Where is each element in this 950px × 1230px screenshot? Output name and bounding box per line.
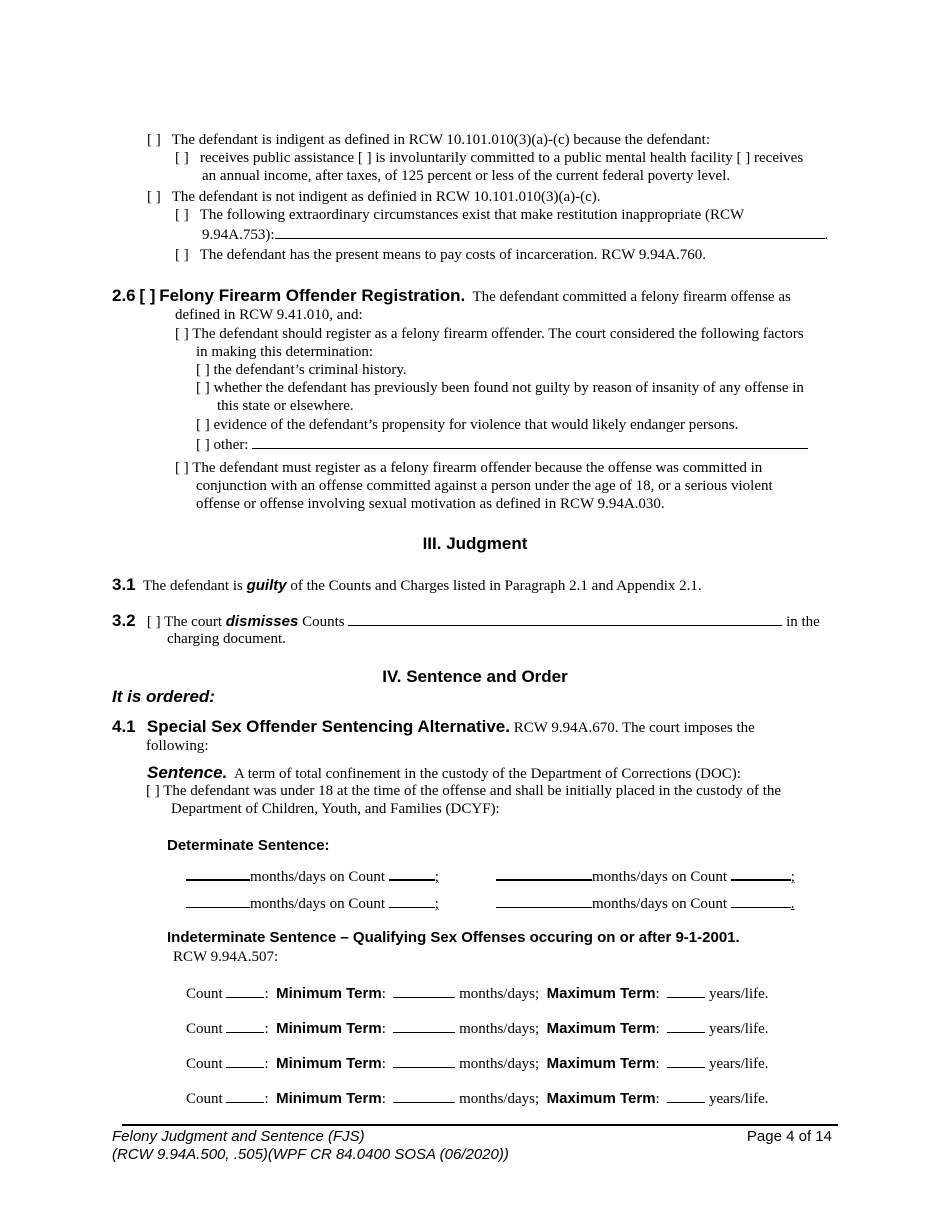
colon: :	[381, 1021, 386, 1037]
factor-criminal-history[interactable]: [ ] the defendant’s criminal history.	[196, 362, 407, 378]
section-3-2-cont: charging document.	[167, 631, 286, 647]
text: months/days on Count	[250, 869, 386, 885]
counts-blank[interactable]	[348, 611, 782, 626]
extraordinary-blank[interactable]	[275, 224, 825, 239]
count-blank[interactable]	[731, 893, 791, 908]
months-label: months/days;	[459, 1091, 540, 1107]
present-means-text: The defendant has the present means to pay costs of incarceration. RCW 9.94A.760.	[199, 247, 706, 263]
juvenile-item[interactable]: [ ] The defendant was under 18 at the time of the offense and shall be initially placed in the custody of the	[146, 783, 782, 799]
count-blank[interactable]	[731, 865, 791, 881]
max-term-label: Maximum Term	[546, 1090, 656, 1107]
section-2-6-heading	[112, 287, 791, 306]
semicolon: ;	[790, 869, 795, 885]
count-blank[interactable]	[226, 1018, 264, 1033]
other-label: [ ] other:	[196, 437, 249, 453]
not-indigent-text: The defendant is not indigent as definied in RCW 10.101.010(3)(a)-(c).	[171, 189, 601, 205]
semicolon: ;	[434, 869, 439, 885]
min-term-label: Minimum Term	[276, 985, 382, 1002]
colon: :	[264, 1056, 269, 1072]
option-text: receives	[754, 150, 804, 166]
months-blank[interactable]	[496, 865, 592, 881]
indeterminate-heading: Indeterminate Sentence – Qualifying Sex Offenses occuring on or after 9-1-2001.	[167, 929, 740, 946]
text: months/days on Count	[592, 896, 728, 912]
checkbox[interactable]: [ ]	[736, 150, 751, 166]
determinate-row	[496, 893, 795, 913]
months-label: months/days;	[459, 1021, 540, 1037]
indeterminate-row	[186, 1088, 769, 1108]
colon: :	[381, 1056, 386, 1072]
months-label: months/days;	[459, 986, 540, 1002]
text: of the Counts and Charges listed in Paragraph 2.1 and Appendix 2.1.	[290, 578, 702, 594]
count-blank[interactable]	[389, 865, 435, 881]
colon: :	[655, 986, 660, 1002]
it-is-ordered: It is ordered:	[112, 687, 215, 706]
determinate-row	[186, 893, 439, 913]
count-blank[interactable]	[226, 1088, 264, 1103]
years-label: years/life.	[708, 1021, 769, 1037]
guilty-emphasis: guilty	[246, 577, 287, 594]
years-label: years/life.	[708, 1056, 769, 1072]
checkbox-text[interactable]: [ ] The court	[146, 614, 223, 630]
section-3-1	[112, 576, 702, 595]
factor-insanity-cont: this state or elsewhere.	[217, 398, 354, 414]
count-label: Count	[186, 1056, 223, 1072]
footer-citation: (RCW 9.94A.500, .505)(WPF CR 84.0400 SOSA (06/2020))	[112, 1146, 509, 1163]
indigent-text: The defendant is indigent as defined in RCW 10.101.010(3)(a)-(c) because the defendant:	[171, 132, 711, 148]
indigent-options-cont: an annual income, after taxes, of 125 percent or less of the current federal poverty level.	[202, 168, 731, 184]
extraordinary-rcw: 9.94A.753):	[202, 227, 275, 243]
max-term-blank[interactable]	[667, 1018, 705, 1033]
extraordinary-cont	[202, 224, 828, 244]
max-term-label: Maximum Term	[546, 1055, 656, 1072]
months-label: months/days;	[459, 1056, 540, 1072]
text: months/days on Count	[592, 869, 728, 885]
indeterminate-rcw: RCW 9.94A.507:	[173, 949, 279, 965]
indeterminate-row	[186, 983, 769, 1003]
colon: :	[655, 1056, 660, 1072]
section-4-1-cont: following:	[146, 738, 209, 754]
colon: :	[264, 1021, 269, 1037]
present-means-item	[175, 246, 706, 264]
section-title: Special Sex Offender Sentencing Alternative.	[146, 717, 510, 736]
factor-insanity[interactable]: [ ] whether the defendant has previously been found not guilty by reason of insanity of any offense in	[196, 380, 804, 396]
factor-violence[interactable]: [ ] evidence of the defendant’s propensity for violence that would likely endanger persons.	[196, 417, 739, 433]
colon: :	[655, 1091, 660, 1107]
footer-title: Felony Judgment and Sentence (FJS)	[112, 1128, 365, 1145]
option-text: receives public assistance	[200, 150, 355, 166]
section-number: 4.1	[112, 717, 136, 736]
min-term-label: Minimum Term	[276, 1020, 382, 1037]
judgment-heading: III. Judgment	[422, 534, 528, 553]
min-term-label: Minimum Term	[276, 1090, 382, 1107]
juvenile-cont: Department of Children, Youth, and Families (DCYF):	[171, 801, 500, 817]
count-label: Count	[186, 1021, 223, 1037]
checkbox[interactable]: [ ]	[357, 150, 372, 166]
checkbox[interactable]: [ ]	[175, 207, 189, 223]
option-text: is involuntarily committed to a public mental health facility	[375, 150, 733, 166]
months-blank[interactable]	[186, 893, 250, 908]
min-term-blank[interactable]	[393, 1018, 455, 1033]
colon: :	[381, 1091, 386, 1107]
must-register-cont1: conjunction with an offense committed against a person under the age of 18, or a serious violent	[196, 478, 773, 494]
determinate-heading: Determinate Sentence:	[167, 837, 330, 854]
min-term-blank[interactable]	[393, 983, 455, 998]
max-term-blank[interactable]	[667, 983, 705, 998]
determinate-row	[496, 865, 795, 886]
years-label: years/life.	[708, 986, 769, 1002]
dismisses-emphasis: dismisses	[225, 613, 299, 630]
max-term-blank[interactable]	[667, 1088, 705, 1103]
months-blank[interactable]	[496, 893, 592, 908]
colon: :	[264, 1091, 269, 1107]
section-3-2	[112, 611, 820, 631]
determinate-row	[186, 865, 439, 886]
min-term-blank[interactable]	[393, 1053, 455, 1068]
count-label: Count	[186, 986, 223, 1002]
semicolon: ;	[434, 896, 439, 912]
section-2-6-intro-cont: defined in RCW 9.41.010, and:	[175, 307, 363, 323]
min-term-label: Minimum Term	[276, 1055, 382, 1072]
text: RCW 9.94A.670. The court imposes the	[513, 720, 755, 736]
checkbox[interactable]: [ ]	[147, 189, 161, 205]
indeterminate-row	[186, 1053, 769, 1073]
indeterminate-row	[186, 1018, 769, 1038]
extraordinary-text: The following extraordinary circumstances exist that make restitution inappropriate (RCW	[199, 207, 745, 223]
indigent-item	[147, 131, 710, 149]
section-4-1-heading	[112, 718, 755, 737]
section-number: 3.2	[112, 611, 136, 630]
must-register-cont2: offense or offense involving sexual motivation as defined in RCW 9.94A.030.	[196, 496, 665, 512]
footer-rule	[122, 1124, 838, 1126]
not-indigent-item	[147, 188, 601, 206]
min-term-blank[interactable]	[393, 1088, 455, 1103]
page-number: Page 4 of 14	[746, 1128, 832, 1145]
should-register-item[interactable]: [ ] The defendant should register as a felony firearm offender. The court considered the following factors	[175, 326, 804, 342]
section-intro: The defendant committed a felony firearm offense as	[472, 289, 791, 305]
section-number: 3.1	[112, 575, 136, 594]
checkbox[interactable]: [ ]	[139, 286, 156, 305]
years-label: years/life.	[708, 1091, 769, 1107]
text: A term of total confinement in the custody of the Department of Corrections (DOC):	[234, 766, 741, 782]
max-term-label: Maximum Term	[546, 985, 656, 1002]
colon: :	[655, 1021, 660, 1037]
text: The defendant is	[142, 578, 243, 594]
period: .	[824, 227, 829, 243]
factor-other[interactable]	[196, 434, 808, 454]
months-blank[interactable]	[186, 865, 250, 881]
max-term-blank[interactable]	[667, 1053, 705, 1068]
sentence-line	[147, 764, 741, 783]
checkbox[interactable]: [ ]	[175, 247, 189, 263]
extraordinary-item	[175, 206, 744, 224]
text: months/days on Count	[250, 896, 386, 912]
colon: :	[381, 986, 386, 1002]
count-blank[interactable]	[226, 1053, 264, 1068]
section-number: 2.6	[112, 286, 136, 305]
count-label: Count	[186, 1091, 223, 1107]
max-term-label: Maximum Term	[546, 1020, 656, 1037]
text: in the	[786, 614, 820, 630]
sentence-heading: IV. Sentence and Order	[382, 667, 568, 686]
checkbox[interactable]: [ ]	[147, 132, 161, 148]
should-register-cont: in making this determination:	[196, 344, 374, 360]
other-blank[interactable]	[252, 434, 808, 449]
must-register-item[interactable]: [ ] The defendant must register as a felony firearm offender because the offense was committed in	[175, 460, 763, 476]
text: Counts	[302, 614, 345, 630]
count-blank[interactable]	[389, 893, 435, 908]
period: .	[790, 896, 795, 912]
indigent-options	[175, 149, 803, 167]
colon: :	[264, 986, 269, 1002]
count-blank[interactable]	[226, 983, 264, 998]
checkbox[interactable]: [ ]	[175, 150, 189, 166]
section-title: Felony Firearm Offender Registration.	[159, 286, 466, 305]
sentence-label: Sentence.	[147, 763, 228, 782]
